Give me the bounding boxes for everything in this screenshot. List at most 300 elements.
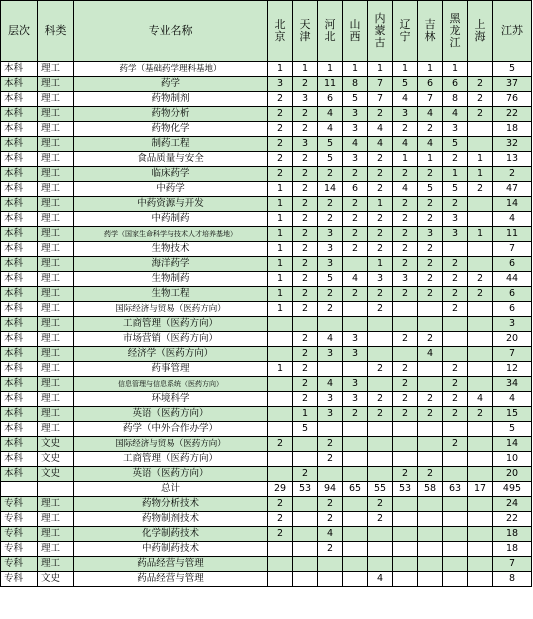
quota-cell: 2 (293, 362, 318, 377)
header-cell-province: 黑龙江 (443, 1, 468, 62)
quota-cell: 2 (268, 122, 293, 137)
quota-cell: 4 (418, 107, 443, 122)
category-cell: 理工 (38, 92, 74, 107)
major-name-cell: 药物制剂 (74, 92, 268, 107)
quota-cell (393, 512, 418, 527)
major-name-cell: 工商管理（医药方向） (74, 452, 268, 467)
quota-cell: 76 (493, 92, 532, 107)
quota-cell: 11 (318, 77, 343, 92)
quota-cell: 2 (318, 497, 343, 512)
major-name-cell: 药学（国家生命科学与技术人才培养基地） (74, 227, 268, 242)
quota-cell: 12 (493, 362, 532, 377)
quota-cell (468, 122, 493, 137)
quota-cell: 6 (418, 77, 443, 92)
quota-cell: 2 (268, 152, 293, 167)
level-cell: 本科 (1, 302, 38, 317)
quota-cell: 58 (418, 482, 443, 497)
major-name-cell: 中药制药 (74, 212, 268, 227)
quota-cell: 3 (493, 317, 532, 332)
major-name-cell: 生物工程 (74, 287, 268, 302)
quota-cell: 7 (493, 557, 532, 572)
table-row (1, 242, 532, 257)
category-cell: 理工 (38, 392, 74, 407)
major-name-cell: 国际经济与贸易（医药方向） (74, 302, 268, 317)
level-cell: 本科 (1, 257, 38, 272)
quota-cell (368, 557, 393, 572)
quota-cell: 14 (493, 437, 532, 452)
quota-cell: 495 (493, 482, 532, 497)
quota-cell: 4 (393, 92, 418, 107)
quota-cell: 2 (318, 167, 343, 182)
quota-cell: 2 (443, 377, 468, 392)
quota-cell: 2 (443, 392, 468, 407)
quota-cell: 2 (368, 182, 393, 197)
quota-cell: 2 (268, 167, 293, 182)
quota-cell: 2 (468, 287, 493, 302)
quota-cell: 2 (468, 77, 493, 92)
level-cell: 本科 (1, 62, 38, 77)
quota-cell: 4 (368, 122, 393, 137)
major-name-cell: 药品经营与管理 (74, 572, 268, 587)
quota-cell (443, 347, 468, 362)
quota-cell: 2 (418, 467, 443, 482)
quota-cell: 2 (343, 287, 368, 302)
quota-cell: 2 (418, 122, 443, 137)
quota-cell (343, 302, 368, 317)
major-name-cell: 中药学 (74, 182, 268, 197)
category-cell: 文史 (38, 452, 74, 467)
major-name-cell: 药物化学 (74, 122, 268, 137)
quota-cell (418, 452, 443, 467)
quota-cell: 2 (268, 107, 293, 122)
quota-cell: 2 (368, 362, 393, 377)
quota-cell (293, 497, 318, 512)
quota-cell (468, 422, 493, 437)
quota-cell (468, 527, 493, 542)
level-cell: 本科 (1, 437, 38, 452)
quota-cell: 3 (393, 272, 418, 287)
quota-cell: 2 (443, 257, 468, 272)
quota-cell: 1 (343, 62, 368, 77)
quota-cell: 1 (443, 62, 468, 77)
quota-cell: 4 (318, 332, 343, 347)
quota-cell: 2 (368, 212, 393, 227)
quota-cell (343, 497, 368, 512)
quota-cell: 2 (393, 332, 418, 347)
header-cell: 专业名称 (74, 1, 268, 62)
quota-cell (443, 572, 468, 587)
level-cell: 本科 (1, 287, 38, 302)
quota-cell (393, 557, 418, 572)
quota-cell: 5 (493, 62, 532, 77)
quota-cell: 5 (343, 92, 368, 107)
quota-cell (468, 452, 493, 467)
quota-cell: 2 (418, 407, 443, 422)
major-name-cell: 英语（医药方向） (74, 407, 268, 422)
table-row (1, 347, 532, 362)
quota-cell: 4 (318, 107, 343, 122)
quota-cell: 4 (368, 572, 393, 587)
quota-cell: 6 (318, 92, 343, 107)
category-cell: 理工 (38, 197, 74, 212)
quota-cell: 2 (343, 212, 368, 227)
quota-cell: 2 (418, 167, 443, 182)
quota-cell: 20 (493, 332, 532, 347)
quota-cell (268, 467, 293, 482)
table-row (1, 317, 532, 332)
quota-cell (443, 467, 468, 482)
quota-cell: 5 (318, 152, 343, 167)
quota-cell (393, 437, 418, 452)
quota-cell (293, 527, 318, 542)
level-cell: 本科 (1, 362, 38, 377)
quota-cell: 2 (343, 407, 368, 422)
quota-cell: 1 (268, 197, 293, 212)
major-name-cell: 药物分析技术 (74, 497, 268, 512)
major-name-cell: 总计 (74, 482, 268, 497)
quota-cell (318, 467, 343, 482)
quota-cell (368, 437, 393, 452)
level-cell (1, 482, 38, 497)
level-cell: 本科 (1, 422, 38, 437)
level-cell: 本科 (1, 452, 38, 467)
category-cell: 文史 (38, 467, 74, 482)
category-cell: 理工 (38, 512, 74, 527)
level-cell: 专科 (1, 512, 38, 527)
table-row (1, 152, 532, 167)
quota-cell (368, 377, 393, 392)
quota-cell: 4 (493, 212, 532, 227)
quota-cell (343, 557, 368, 572)
quota-cell (418, 512, 443, 527)
level-cell: 本科 (1, 407, 38, 422)
quota-cell (468, 197, 493, 212)
quota-cell: 4 (468, 392, 493, 407)
quota-cell: 4 (443, 107, 468, 122)
level-cell: 专科 (1, 497, 38, 512)
category-cell: 文史 (38, 437, 74, 452)
quota-cell (268, 392, 293, 407)
quota-cell: 2 (343, 242, 368, 257)
level-cell: 本科 (1, 77, 38, 92)
quota-cell: 3 (318, 227, 343, 242)
quota-cell: 14 (493, 197, 532, 212)
level-cell: 本科 (1, 242, 38, 257)
major-name-cell: 工商管理（医药方向） (74, 317, 268, 332)
quota-cell: 6 (343, 182, 368, 197)
quota-cell: 2 (368, 512, 393, 527)
quota-cell: 63 (443, 482, 468, 497)
quota-cell: 2 (268, 437, 293, 452)
quota-cell: 2 (393, 242, 418, 257)
quota-cell (468, 467, 493, 482)
quota-cell: 2 (418, 197, 443, 212)
table-row (1, 362, 532, 377)
category-cell: 理工 (38, 302, 74, 317)
quota-cell (368, 347, 393, 362)
quota-cell: 1 (468, 152, 493, 167)
header-cell-province: 河北 (318, 1, 343, 62)
quota-cell: 7 (493, 242, 532, 257)
quota-cell (468, 437, 493, 452)
quota-cell: 2 (318, 452, 343, 467)
category-cell: 理工 (38, 227, 74, 242)
header-cell-province: 山西 (343, 1, 368, 62)
quota-cell (293, 317, 318, 332)
quota-cell: 2 (293, 272, 318, 287)
quota-cell (368, 422, 393, 437)
header-row (1, 1, 532, 62)
quota-cell: 2 (293, 122, 318, 137)
quota-cell (318, 422, 343, 437)
quota-cell (268, 557, 293, 572)
quota-cell: 2 (443, 272, 468, 287)
quota-cell: 44 (493, 272, 532, 287)
quota-cell: 4 (343, 272, 368, 287)
quota-cell: 7 (418, 92, 443, 107)
category-cell: 理工 (38, 107, 74, 122)
table-row (1, 572, 532, 587)
table-row (1, 122, 532, 137)
quota-cell: 94 (318, 482, 343, 497)
quota-cell: 2 (468, 107, 493, 122)
quota-cell: 2 (293, 347, 318, 362)
quota-cell (443, 497, 468, 512)
quota-cell (418, 572, 443, 587)
quota-cell: 2 (318, 512, 343, 527)
quota-cell (343, 542, 368, 557)
quota-cell: 17 (468, 482, 493, 497)
quota-cell (268, 452, 293, 467)
quota-cell: 20 (493, 467, 532, 482)
quota-cell (418, 317, 443, 332)
quota-cell: 2 (418, 287, 443, 302)
category-cell: 理工 (38, 332, 74, 347)
header-cell: 科类 (38, 1, 74, 62)
quota-cell: 1 (268, 257, 293, 272)
quota-cell: 53 (293, 482, 318, 497)
level-cell: 本科 (1, 392, 38, 407)
quota-cell (418, 527, 443, 542)
quota-cell: 3 (368, 272, 393, 287)
category-cell: 文史 (38, 572, 74, 587)
quota-cell: 5 (393, 77, 418, 92)
table-row (1, 167, 532, 182)
table-row (1, 197, 532, 212)
quota-cell: 4 (493, 392, 532, 407)
quota-cell: 3 (318, 257, 343, 272)
quota-cell: 4 (318, 377, 343, 392)
quota-cell: 3 (393, 107, 418, 122)
header-cell: 层次 (1, 1, 38, 62)
quota-cell (268, 317, 293, 332)
level-cell: 本科 (1, 377, 38, 392)
quota-cell: 2 (393, 227, 418, 242)
category-cell: 理工 (38, 62, 74, 77)
level-cell: 本科 (1, 272, 38, 287)
level-cell: 本科 (1, 227, 38, 242)
quota-cell (443, 422, 468, 437)
quota-cell (468, 242, 493, 257)
table-row (1, 437, 532, 452)
quota-cell: 5 (443, 182, 468, 197)
quota-cell: 2 (318, 302, 343, 317)
quota-cell: 3 (343, 347, 368, 362)
quota-cell: 55 (368, 482, 393, 497)
quota-cell: 4 (343, 137, 368, 152)
quota-cell: 18 (493, 527, 532, 542)
table-row (1, 92, 532, 107)
quota-cell (418, 542, 443, 557)
level-cell: 本科 (1, 332, 38, 347)
quota-cell: 18 (493, 542, 532, 557)
quota-cell: 24 (493, 497, 532, 512)
major-name-cell: 中药资源与开发 (74, 197, 268, 212)
quota-cell: 2 (368, 497, 393, 512)
quota-cell (468, 362, 493, 377)
category-cell: 理工 (38, 122, 74, 137)
quota-cell: 34 (493, 377, 532, 392)
category-cell: 理工 (38, 77, 74, 92)
quota-cell: 2 (468, 407, 493, 422)
quota-cell: 14 (318, 182, 343, 197)
quota-cell: 4 (393, 137, 418, 152)
quota-cell: 10 (493, 452, 532, 467)
quota-cell: 3 (293, 92, 318, 107)
quota-cell (268, 347, 293, 362)
quota-cell: 4 (393, 182, 418, 197)
category-cell: 理工 (38, 497, 74, 512)
quota-cell: 7 (368, 77, 393, 92)
quota-cell: 1 (268, 212, 293, 227)
quota-cell: 7 (493, 347, 532, 362)
table-row (1, 497, 532, 512)
major-name-cell: 制药工程 (74, 137, 268, 152)
table-row (1, 527, 532, 542)
quota-cell: 8 (343, 77, 368, 92)
quota-cell (343, 422, 368, 437)
header-cell-province: 吉林 (418, 1, 443, 62)
quota-cell (268, 377, 293, 392)
quota-cell (343, 452, 368, 467)
major-name-cell: 生物技术 (74, 242, 268, 257)
quota-cell: 32 (493, 137, 532, 152)
quota-cell (343, 437, 368, 452)
quota-cell: 2 (443, 287, 468, 302)
category-cell: 理工 (38, 527, 74, 542)
quota-cell (443, 317, 468, 332)
level-cell: 本科 (1, 317, 38, 332)
major-name-cell: 食品质量与安全 (74, 152, 268, 167)
category-cell: 理工 (38, 152, 74, 167)
quota-cell (443, 542, 468, 557)
quota-cell: 2 (393, 212, 418, 227)
quota-cell: 2 (368, 407, 393, 422)
quota-cell: 1 (293, 62, 318, 77)
quota-cell: 4 (418, 347, 443, 362)
quota-cell (268, 407, 293, 422)
category-cell: 理工 (38, 212, 74, 227)
table-row (1, 107, 532, 122)
category-cell: 理工 (38, 242, 74, 257)
major-name-cell: 药物制剂技术 (74, 512, 268, 527)
quota-cell: 22 (493, 512, 532, 527)
quota-cell: 2 (368, 227, 393, 242)
quota-cell: 2 (293, 302, 318, 317)
quota-cell (418, 362, 443, 377)
quota-cell (293, 452, 318, 467)
quota-cell: 3 (343, 392, 368, 407)
quota-cell: 2 (393, 362, 418, 377)
category-cell: 理工 (38, 422, 74, 437)
quota-cell: 2 (393, 257, 418, 272)
quota-cell: 53 (393, 482, 418, 497)
quota-cell: 2 (368, 242, 393, 257)
quota-cell: 3 (318, 407, 343, 422)
quota-cell: 2 (343, 167, 368, 182)
quota-cell (393, 347, 418, 362)
quota-cell (393, 572, 418, 587)
quota-cell: 3 (443, 122, 468, 137)
quota-cell: 6 (493, 257, 532, 272)
quota-cell: 1 (293, 407, 318, 422)
quota-cell: 2 (368, 107, 393, 122)
level-cell: 专科 (1, 572, 38, 587)
quota-cell: 2 (443, 407, 468, 422)
major-name-cell: 药物分析 (74, 107, 268, 122)
quota-cell (368, 467, 393, 482)
quota-cell: 2 (318, 287, 343, 302)
major-name-cell: 环境科学 (74, 392, 268, 407)
quota-cell (468, 512, 493, 527)
quota-cell: 3 (293, 137, 318, 152)
quota-cell: 2 (393, 392, 418, 407)
category-cell: 理工 (38, 557, 74, 572)
quota-cell: 18 (493, 122, 532, 137)
header-cell-province: 江苏 (493, 1, 532, 62)
major-name-cell: 经济学（医药方向） (74, 347, 268, 362)
quota-cell (318, 572, 343, 587)
quota-cell (418, 497, 443, 512)
quota-cell: 2 (293, 227, 318, 242)
level-cell: 本科 (1, 92, 38, 107)
quota-cell: 2 (293, 242, 318, 257)
quota-cell: 2 (393, 122, 418, 137)
category-cell: 理工 (38, 287, 74, 302)
quota-cell: 2 (418, 272, 443, 287)
quota-cell: 4 (368, 137, 393, 152)
quota-cell (468, 137, 493, 152)
quota-cell (418, 437, 443, 452)
major-name-cell: 药品经营与管理 (74, 557, 268, 572)
quota-cell (418, 377, 443, 392)
quota-cell: 2 (293, 392, 318, 407)
quota-cell: 2 (268, 92, 293, 107)
level-cell: 本科 (1, 122, 38, 137)
quota-cell: 8 (443, 92, 468, 107)
quota-cell (468, 542, 493, 557)
quota-cell: 3 (418, 227, 443, 242)
level-cell: 本科 (1, 107, 38, 122)
quota-cell: 1 (268, 272, 293, 287)
major-name-cell: 药事管理 (74, 362, 268, 377)
table-row (1, 182, 532, 197)
quota-cell: 11 (493, 227, 532, 242)
quota-cell: 2 (293, 152, 318, 167)
quota-cell: 47 (493, 182, 532, 197)
quota-cell (468, 62, 493, 77)
quota-cell: 5 (418, 182, 443, 197)
